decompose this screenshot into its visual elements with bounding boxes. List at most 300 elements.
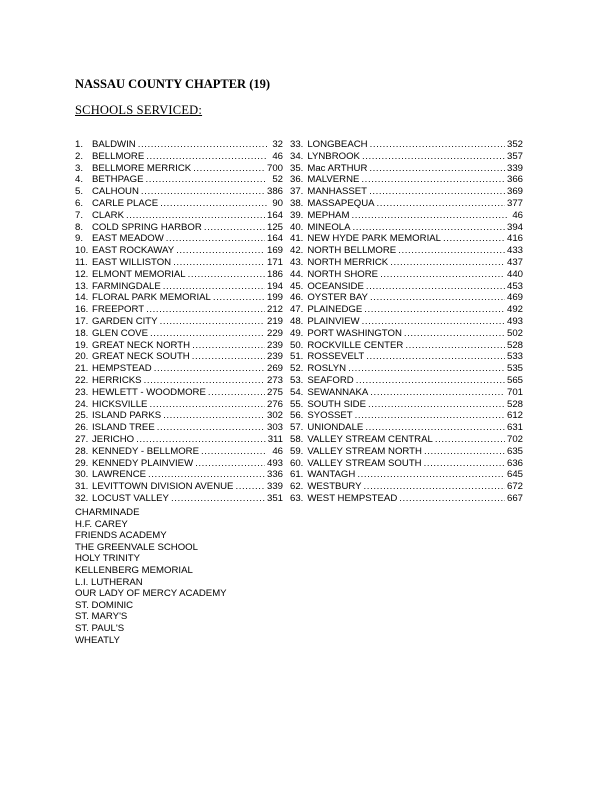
school-row [75,292,283,304]
school-number: 23. [75,386,89,398]
school-row [290,351,523,363]
school-count: 229 [266,327,283,339]
school-name: VALLEY STREAM SOUTH [307,457,422,469]
school-number: 34. [290,150,304,162]
school-number: 16. [75,304,89,316]
dot-leader [364,304,505,316]
school-count: 394 [506,221,523,233]
school-number: 36. [290,174,304,186]
school-number: 53. [290,374,304,386]
school-count: 528 [506,398,523,410]
school-count: 32 [272,139,283,150]
school-list-right [290,139,523,505]
school-count: 701 [506,386,523,398]
school-number: 32. [75,492,89,504]
school-row [290,233,523,245]
school-count: 273 [266,374,283,386]
school-row [75,163,283,175]
dot-leader [404,328,505,340]
school-number: 27. [75,433,89,445]
school-name: BALDWIN [92,139,136,150]
school-count: 533 [506,351,523,363]
school-name: HEMPSTEAD [92,363,152,375]
dot-leader [192,351,265,363]
school-name: VALLEY STREAM NORTH [307,445,422,457]
school-list-left [75,139,283,505]
dot-leader [192,340,265,352]
dot-leader [398,245,505,257]
dot-leader [366,281,505,293]
school-count: 493 [266,457,283,469]
other-schools-list [75,507,227,646]
school-row [290,446,523,458]
school-row [75,469,283,481]
dot-leader [355,410,505,422]
school-number: 42. [290,245,304,257]
school-name: WEST HEMPSTEAD [307,492,398,504]
dot-leader [364,481,505,493]
school-count: 631 [506,422,523,434]
school-row [75,399,283,411]
page-title: NASSAU COUNTY CHAPTER (19) [75,77,271,91]
school-number: 1. [75,139,84,150]
school-name: EAST MEADOW [92,233,164,245]
school-name: PORT WASHINGTON [307,327,402,339]
dot-leader [369,186,505,198]
school-number: 22. [75,374,89,386]
school-number: 46. [290,292,304,304]
other-school-item: WHEATLY [75,634,120,646]
school-row [290,269,523,281]
school-number: 3. [75,162,84,174]
other-school-item: OUR LADY OF MERCY ACADEMY [75,588,227,600]
school-row [290,481,523,493]
school-number: 43. [290,256,304,268]
school-number: 19. [75,339,89,351]
school-number: 39. [290,209,304,221]
school-number: 54. [290,386,304,398]
school-row [290,304,523,316]
school-name: KENNEDY PLAINVIEW [92,457,194,469]
school-count: 440 [506,268,523,280]
school-count: 636 [506,457,523,469]
dot-leader [126,210,265,222]
school-name: CARLE PLACE [92,197,159,209]
school-number: 30. [75,469,89,481]
school-name: UNIONDALE [307,422,364,434]
dot-leader [369,163,505,175]
school-number: 61. [290,469,304,481]
school-number: 5. [75,186,84,198]
dot-leader [357,469,505,481]
school-row [290,245,523,257]
school-number: 4. [75,174,84,186]
school-name: LYNBROOK [307,150,360,162]
school-number: 40. [290,221,304,233]
school-name: GREAT NECK NORTH [92,339,191,351]
dot-leader [146,174,267,186]
school-count: 351 [266,492,283,504]
school-row [290,257,523,269]
school-count: 700 [266,162,283,174]
dot-leader [370,387,505,399]
other-school-item: CHARMINADE [75,507,140,518]
school-name: PLAINEDGE [307,304,363,316]
school-number: 13. [75,280,89,292]
school-row [75,174,283,186]
school-row [290,292,523,304]
school-row [75,281,283,293]
school-row [75,351,283,363]
school-number: 24. [75,398,89,410]
school-row [290,410,523,422]
dot-leader [399,493,505,505]
school-count: 357 [506,150,523,162]
school-number: 8. [75,221,84,233]
school-row [290,174,523,186]
school-count: 219 [266,315,283,327]
school-name: CALHOUN [92,186,139,198]
school-number: 11. [75,256,88,268]
school-row [75,245,283,257]
dot-leader [353,222,505,234]
school-number: 58. [290,433,304,445]
school-number: 31. [75,481,89,493]
school-name: EAST ROCKAWAY [92,245,175,257]
school-count: 239 [266,339,283,351]
school-row [290,469,523,481]
school-name: VALLEY STREAM CENTRAL [307,433,433,445]
school-row [290,139,523,151]
school-name: MINEOLA [307,221,351,233]
school-number: 62. [290,481,304,493]
school-name: SEWANNAKA [307,386,369,398]
school-name: LEVITTOWN DIVISION AVENUE [92,481,234,493]
dot-leader [163,281,265,293]
dot-leader [351,210,507,222]
dot-leader [188,269,265,281]
school-name: OCEANSIDE [307,280,364,292]
school-row [290,151,523,163]
school-row [75,316,283,328]
school-name: LOCUST VALLEY [92,492,169,504]
school-number: 33. [290,139,304,150]
school-row [75,222,283,234]
school-row [290,399,523,411]
school-row [290,198,523,210]
other-school-item: KELLENBERG MEMORIAL [75,564,193,576]
school-row [75,481,283,493]
school-number: 55. [290,398,304,410]
school-row [290,434,523,446]
school-name: SOUTH SIDE [307,398,366,410]
school-row [290,281,523,293]
school-row [290,458,523,470]
other-school-item: ST. PAUL'S [75,622,125,634]
school-row [290,363,523,375]
school-row [75,186,283,198]
school-count: 528 [506,339,523,351]
school-name: ELMONT MEMORIAL [92,268,186,280]
school-row [290,340,523,352]
school-count: 469 [506,292,523,304]
school-count: 453 [506,280,523,292]
dot-leader [362,151,505,163]
school-row [75,304,283,316]
school-row [290,375,523,387]
school-number: 20. [75,351,89,363]
school-count: 212 [266,304,283,316]
school-name: Mac ARTHUR [307,162,368,174]
school-name: GLEN COVE [92,327,148,339]
school-number: 29. [75,457,89,469]
school-row [290,316,523,328]
school-name: FARMINGDALE [92,280,161,292]
school-name: GREAT NECK SOUTH [92,351,190,363]
dot-leader [163,410,265,422]
school-count: 46 [512,209,523,221]
school-number: 51. [290,351,304,363]
dot-leader [361,174,505,186]
dot-leader [141,186,265,198]
other-school-item: H.F. CAREY [75,518,128,530]
school-row [75,458,283,470]
school-row [75,422,283,434]
school-row [75,139,283,151]
dot-leader [370,139,505,151]
dot-leader [173,257,265,269]
school-number: 38. [290,197,304,209]
school-row [75,328,283,340]
school-name: MASSAPEQUA [307,197,375,209]
school-name: KENNEDY - BELLMORE [92,445,199,457]
school-name: MANHASSET [307,186,368,198]
school-name: CLARK [92,209,124,221]
section-heading: SCHOOLS SERVICED: [75,103,203,117]
school-row [75,363,283,375]
school-name: NORTH BELLMORE [307,245,397,257]
dot-leader [149,399,265,411]
school-number: 9. [75,233,84,245]
school-count: 194 [266,280,283,292]
school-name: COLD SPRING HARBOR [92,221,202,233]
school-name: OYSTER BAY [307,292,368,304]
school-number: 44. [290,268,304,280]
school-name: PLAINVIEW [307,315,360,327]
school-number: 48. [290,315,304,327]
school-number: 50. [290,339,304,351]
dot-leader [144,375,265,387]
school-count: 612 [506,410,523,422]
school-row [75,198,283,210]
dot-leader [348,363,505,375]
dot-leader [148,469,265,481]
school-row [75,233,283,245]
other-school-item: ST. DOMINIC [75,599,134,611]
school-number: 57. [290,422,304,434]
school-number: 45. [290,280,304,292]
school-name: HEWLETT - WOODMORE [92,386,206,398]
school-name: BELLMORE [92,150,145,162]
school-row [290,210,523,222]
school-count: 46 [272,445,283,457]
school-count: 199 [266,292,283,304]
school-number: 25. [75,410,89,422]
school-name: FLORAL PARK MEMORIAL [92,292,211,304]
school-count: 437 [506,256,523,268]
school-number: 49. [290,327,304,339]
school-row [290,387,523,399]
school-row [290,163,523,175]
dot-leader [208,387,265,399]
school-name: SEAFORD [307,374,354,386]
school-count: 386 [266,186,283,198]
other-school-item: L.I. LUTHERAN [75,576,143,588]
dot-leader [150,328,265,340]
school-number: 14. [75,292,89,304]
dot-leader [213,292,265,304]
school-count: 311 [267,433,283,445]
school-row [290,328,523,340]
dot-leader [235,481,265,493]
school-count: 171 [266,256,283,268]
school-count: 164 [266,209,283,221]
dot-leader [370,292,505,304]
school-row [75,375,283,387]
school-row [75,493,283,505]
school-number: 12. [75,268,89,280]
dot-leader [368,399,505,411]
school-name: MALVERNE [307,174,360,186]
school-count: 493 [506,315,523,327]
dot-leader [435,434,505,446]
school-row [75,210,283,222]
dot-leader [160,198,267,210]
school-name: MEPHAM [307,209,350,221]
dot-leader [166,233,265,245]
school-row [75,340,283,352]
school-count: 239 [266,351,283,363]
school-count: 186 [266,268,283,280]
school-row [290,222,523,234]
school-number: 59. [290,445,304,457]
school-row [75,257,283,269]
school-name: GARDEN CITY [92,315,158,327]
school-name: WESTBURY [307,481,362,493]
school-number: 63. [290,492,304,504]
school-name: NEW HYDE PARK MEMORIAL [307,233,441,245]
dot-leader [154,363,265,375]
school-number: 56. [290,410,304,422]
school-number: 2. [75,150,84,162]
school-count: 125 [266,221,283,233]
school-count: 433 [506,245,523,257]
dot-leader [362,316,505,328]
school-count: 672 [506,481,523,493]
school-name: ROSSEVELT [307,351,365,363]
dot-leader [138,139,267,151]
school-name: FREEPORT [92,304,145,316]
school-row [75,387,283,399]
school-count: 90 [272,197,283,209]
school-row [75,434,283,446]
school-row [290,186,523,198]
dot-leader [424,446,505,458]
school-number: 41. [290,233,304,245]
school-name: NORTH SHORE [307,268,379,280]
school-number: 26. [75,422,89,434]
dot-leader [160,316,265,328]
dot-leader [356,375,505,387]
school-name: SYOSSET [307,410,353,422]
school-row [75,446,283,458]
school-name: ROSLYN [307,363,347,375]
school-count: 635 [506,445,523,457]
school-name: ROCKVILLE CENTER [307,339,404,351]
school-count: 645 [506,469,523,481]
dot-leader [377,198,505,210]
school-count: 302 [266,410,283,422]
school-name: LAWRENCE [92,469,147,481]
school-count: 565 [506,374,523,386]
school-number: 7. [75,209,84,221]
dot-leader [146,304,265,316]
school-count: 492 [506,304,523,316]
school-count: 46 [272,150,283,162]
school-count: 339 [506,162,523,174]
school-name: LONGBEACH [307,139,368,150]
school-number: 18. [75,327,89,339]
school-number: 35. [290,162,304,174]
school-count: 702 [506,433,523,445]
school-count: 502 [506,327,523,339]
dot-leader [171,493,265,505]
school-name: HICKSVILLE [92,398,148,410]
dot-leader [405,340,505,352]
dot-leader [443,233,505,245]
school-count: 366 [506,174,523,186]
dot-leader [201,446,267,458]
dot-leader [195,458,265,470]
school-count: 352 [506,139,523,150]
school-count: 339 [266,481,283,493]
school-number: 21. [75,363,89,375]
school-name: BELLMORE MERRICK [92,162,192,174]
school-name: NORTH MERRICK [307,256,389,268]
other-school-item: FRIENDS ACADEMY [75,530,167,542]
school-name: ISLAND TREE [92,422,155,434]
school-count: 169 [266,245,283,257]
school-number: 28. [75,445,89,457]
school-count: 336 [266,469,283,481]
school-count: 303 [266,422,283,434]
school-count: 667 [506,492,523,504]
school-name: JERICHO [92,433,135,445]
dot-leader [365,422,505,434]
school-number: 47. [290,304,304,316]
other-school-item: THE GREENVALE SCHOOL [75,541,198,553]
school-count: 369 [506,186,523,198]
school-name: BETHPAGE [92,174,144,186]
school-row [290,493,523,505]
school-count: 164 [266,233,283,245]
dot-leader [136,434,266,446]
dot-leader [193,163,265,175]
dot-leader [146,151,267,163]
school-count: 275 [266,386,283,398]
other-school-item: HOLY TRINITY [75,553,141,565]
dot-leader [157,422,265,434]
